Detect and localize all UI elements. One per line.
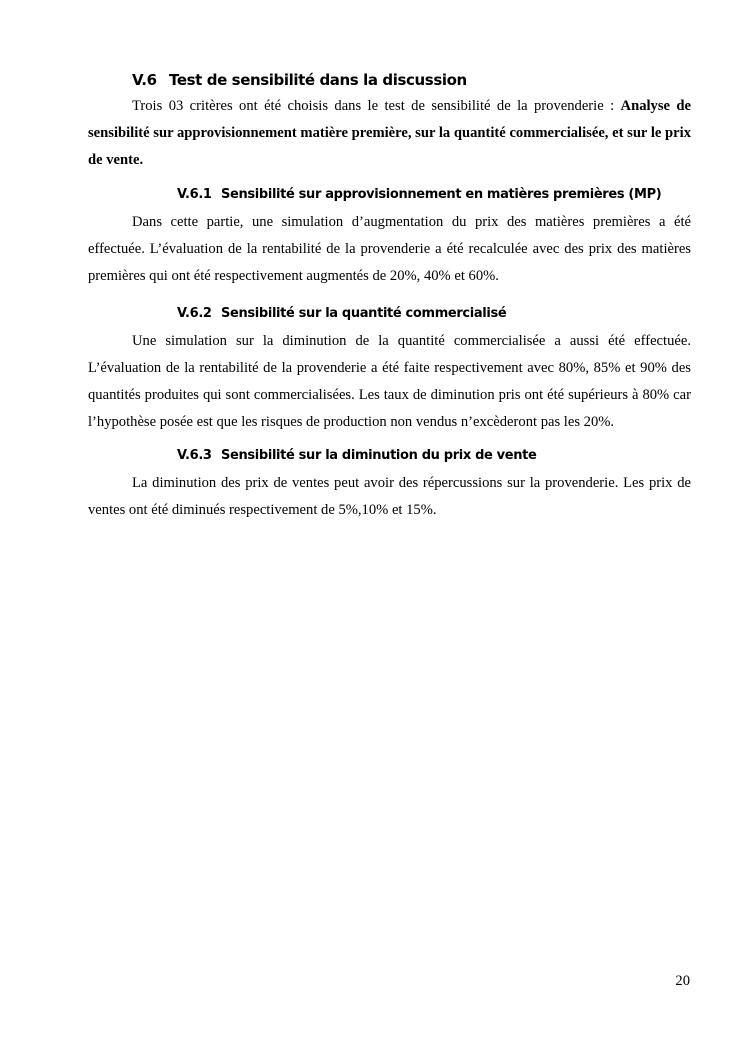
subsection-paragraph-2: Une simulation sur la diminution de la quantité commercialisée a aussi été effectuée. L’évaluation de la rentabilité de la provenderie a été faite respectivement avec 80%, 85% et 90% des quantités produites qui sont commercialisées. Les taux de diminution pris ont été supérieurs à 80% car l’hypothèse posée est que les risques de production non vendus n’excèderont pas les 20%. [88, 333, 691, 430]
subsection-heading-3 [177, 448, 537, 463]
subsection-number: V.6.2 [177, 306, 212, 321]
intro-bold-text: Analyse de sensibilité sur approvisionnement matière première, sur la quantité commercialisée, et sur le prix de vente. [88, 98, 691, 168]
section-title: Test de sensibilité dans la discussion [169, 71, 467, 89]
intro-text: Trois 03 critères ont été choisis dans le test de sensibilité de la provenderie : [132, 98, 621, 114]
page-number: 20 [675, 973, 690, 989]
section-intro-paragraph [88, 93, 691, 174]
subsection-number: V.6.1 [177, 187, 212, 202]
subsection-paragraph-1: Dans cette partie, une simulation d’augmentation du prix des matières premières a été effectuée. L’évaluation de la rentabilité de la provenderie a été recalculée avec des prix des matières premières qui ont été respectivement augmentés de 20%, 40% et 60%. [88, 214, 691, 284]
subsection-number: V.6.3 [177, 448, 212, 463]
subsection-title: Sensibilité sur la quantité commercialisé [221, 306, 507, 321]
section-heading [132, 71, 467, 89]
section-number: V.6 [132, 71, 157, 89]
subsection-title: Sensibilité sur approvisionnement en matières premières (MP) [221, 187, 662, 202]
subsection-title: Sensibilité sur la diminution du prix de vente [221, 448, 537, 463]
subsection-paragraph-3: La diminution des prix de ventes peut avoir des répercussions sur la provenderie. Les prix de ventes ont été diminués respectivement de 5%,10% et 15%. [88, 475, 691, 518]
subsection-heading-1 [177, 187, 661, 202]
subsection-heading-2 [177, 306, 506, 321]
